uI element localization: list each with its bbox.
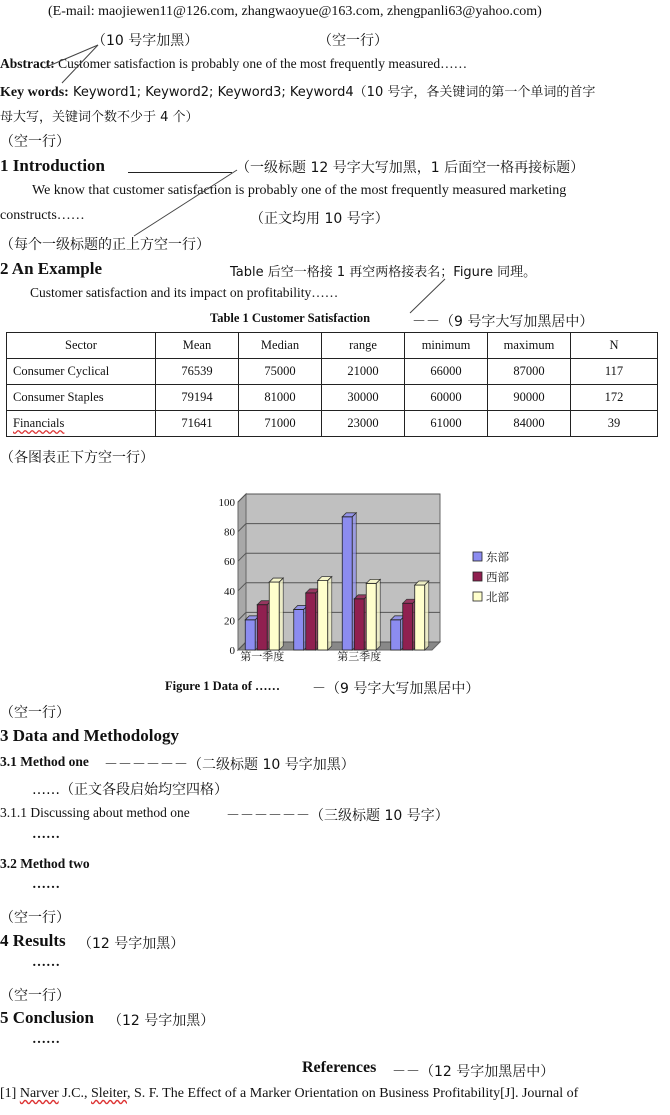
- table-cell: 75000: [239, 359, 322, 385]
- table-cell: 81000: [239, 385, 322, 411]
- y-tick-label: 80: [224, 526, 235, 539]
- table-cell: 39: [571, 411, 658, 437]
- x-tick-label: 第三季度: [337, 650, 382, 663]
- ref-prefix: [1]: [0, 1086, 20, 1101]
- table-caption: Table 1 Customer Satisfaction: [210, 311, 371, 325]
- bar: [318, 581, 328, 650]
- bar: [269, 582, 279, 650]
- legend-label: 东部: [486, 550, 509, 564]
- section-4-note: （12 号字加黑）: [78, 936, 185, 952]
- table-cell: 84000: [488, 411, 571, 437]
- table-cell: 66000: [405, 359, 488, 385]
- bar: [391, 620, 401, 650]
- email-line: (E-mail: maojiewen11@126.com, zhangwaoyue@163.com, zhengpanli63@yahoo.com): [48, 4, 542, 19]
- bar: [306, 593, 316, 650]
- x-tick-label: 第一季度: [240, 650, 285, 663]
- section-5-para: ……: [32, 1032, 60, 1047]
- section-1-title: 1 Introduction: [0, 156, 106, 175]
- intro-para-line2: constructs……: [0, 208, 85, 223]
- y-tick-label: 20: [224, 615, 235, 628]
- note-font: （10 号字加黑）: [92, 33, 199, 49]
- bar-side: [376, 579, 380, 650]
- abstract-text: Customer satisfaction is probably one of the most frequently measured……: [58, 56, 468, 71]
- reference-1: [0, 1086, 578, 1102]
- bar: [403, 603, 413, 650]
- legend-label: 西部: [486, 570, 509, 584]
- bar-side: [328, 577, 332, 650]
- col-header: minimum: [405, 333, 488, 359]
- ref-author-2: Sleiter: [91, 1086, 127, 1101]
- section-5-title: 5 Conclusion: [0, 1008, 94, 1027]
- figure-caption: Figure 1 Data of ……: [165, 679, 281, 693]
- y-tick-label: 100: [218, 497, 235, 509]
- subsection-3-2-title: 3.2 Method two: [0, 856, 90, 871]
- y-tick-label: 40: [224, 585, 235, 598]
- blank-note: （空一行）: [0, 134, 70, 150]
- table-cell: 21000: [322, 359, 405, 385]
- col-header: maximum: [488, 333, 571, 359]
- ref-mid: J.C.,: [58, 1086, 91, 1101]
- y-tick-label: 60: [224, 556, 235, 569]
- intro-para-line1: We know that customer satisfaction is probably one of the most frequently measured marketing: [32, 183, 567, 198]
- bar: [257, 605, 267, 650]
- financials-label: Financials: [13, 416, 65, 430]
- section-4-para: ……: [32, 955, 60, 970]
- section-4-title: 4 Results: [0, 931, 66, 950]
- heading-blank-note: （每个一级标题的正上方空一行）: [0, 237, 210, 253]
- table-cell: Consumer Cyclical: [7, 359, 156, 385]
- legend-swatch: [473, 572, 482, 581]
- bar: [245, 620, 255, 650]
- abstract-label: Abstract:: [0, 56, 55, 71]
- legend-swatch: [473, 552, 482, 561]
- subsection-3-1-1-title: 3.1.1 Discussing about method one: [0, 805, 190, 820]
- below-figure-note: （各图表正下方空一行）: [0, 450, 154, 466]
- table-cell: 61000: [405, 411, 488, 437]
- table-cell: 79194: [156, 385, 239, 411]
- legend-swatch: [473, 592, 482, 601]
- references-title: References: [302, 1059, 377, 1076]
- table-cell: 71000: [239, 411, 322, 437]
- section-3-title: 3 Data and Methodology: [0, 726, 179, 745]
- bar: [415, 585, 425, 650]
- table-cell: 117: [571, 359, 658, 385]
- note-blank: （空一行）: [318, 33, 388, 49]
- subsection-3-1-1-para: ……: [32, 827, 60, 842]
- legend-label: 北部: [486, 590, 509, 604]
- table-cell: 172: [571, 385, 658, 411]
- section-1-note: （一级标题 12 号字大写加黑，1 后面空一格再接标题）: [236, 160, 585, 176]
- section-5-note: （12 号字加黑）: [108, 1013, 215, 1029]
- bar-side: [279, 578, 283, 650]
- subsection-3-2-para: ……: [32, 877, 60, 892]
- table-cell: 87000: [488, 359, 571, 385]
- caption-note: Table 后空一格接 1 再空两格接表名；Figure 同理。: [230, 265, 537, 280]
- table-cell: 60000: [405, 385, 488, 411]
- chart-side-wall: [238, 494, 246, 650]
- figure-caption-note: －（9 号字大写加黑居中）: [312, 681, 480, 697]
- bar: [342, 517, 352, 650]
- keywords-text: Keyword1; Keyword2; Keyword3; Keyword4（10 号字，各关键词的第一个单词的首字: [68, 85, 596, 100]
- section-2-title: 2 An Example: [0, 259, 103, 278]
- ref-author-1: Narver: [19, 1086, 59, 1101]
- col-header: range: [322, 333, 405, 359]
- bar-side: [425, 581, 429, 650]
- y-tick-label: 0: [229, 645, 235, 657]
- col-header: Mean: [156, 333, 239, 359]
- blank-after-figure: （空一行）: [0, 705, 70, 721]
- subsection-3-1-1-note: －－－－－－（三级标题 10 号字）: [226, 808, 449, 824]
- bar: [294, 609, 304, 650]
- table-cell: 76539: [156, 359, 239, 385]
- table-caption-note: －－（9 号字大写加黑居中）: [412, 314, 594, 330]
- bar: [366, 583, 376, 650]
- table-cell: 90000: [488, 385, 571, 411]
- table-cell: 30000: [322, 385, 405, 411]
- table-cell: 71641: [156, 411, 239, 437]
- keywords-label: Key words:: [0, 85, 69, 100]
- references-note: －－（12 号字加黑居中）: [392, 1064, 555, 1080]
- subsection-3-1-para: ……（正文各段启始均空四格）: [32, 782, 228, 798]
- ref-rest: , S. F. The Effect of a Marker Orientation on Business Profitability[J]. Journal of: [126, 1086, 579, 1101]
- subsection-3-1-note: －－－－－－（二级标题 10 号字加黑）: [104, 757, 355, 773]
- col-header: Sector: [7, 333, 156, 359]
- section-3-blank: （空一行）: [0, 910, 70, 926]
- table-cell: 23000: [322, 411, 405, 437]
- section-4-blank: （空一行）: [0, 988, 70, 1004]
- bar: [354, 599, 364, 650]
- col-header: Median: [239, 333, 322, 359]
- keywords-cont: 母大写，关键词个数不少于 4 个）: [0, 110, 199, 125]
- col-header: N: [571, 333, 658, 359]
- example-para: Customer satisfaction and its impact on profitability……: [30, 285, 339, 300]
- subsection-3-1-title: 3.1 Method one: [0, 754, 89, 769]
- table-cell: Consumer Staples: [7, 385, 156, 411]
- intro-para-note: （正文均用 10 号字）: [250, 211, 389, 227]
